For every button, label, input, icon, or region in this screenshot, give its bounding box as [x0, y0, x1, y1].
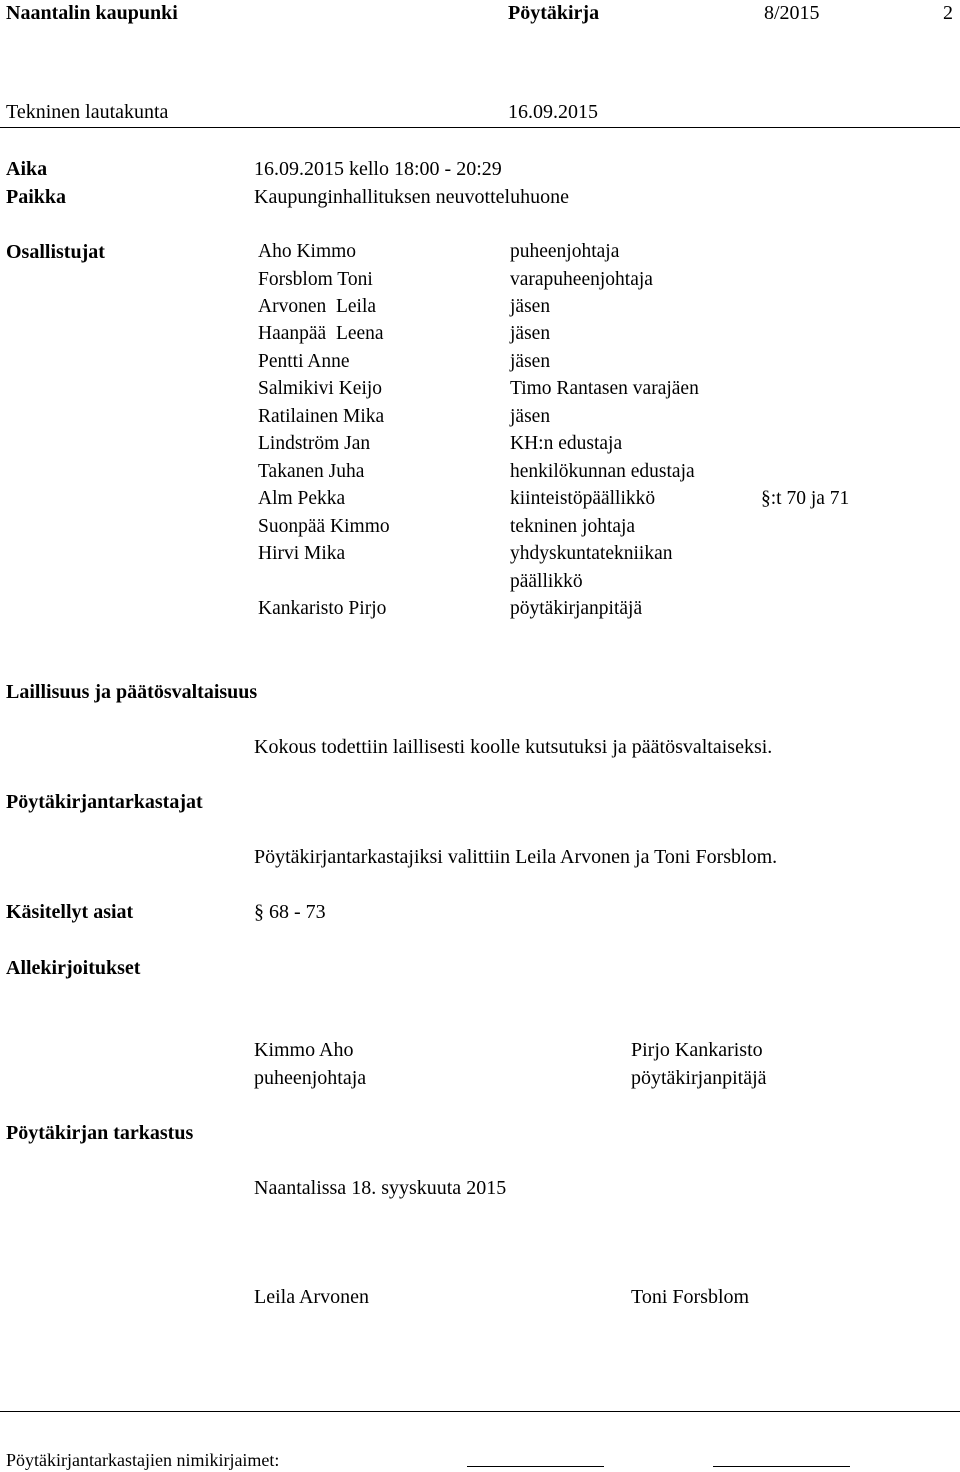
organization-name: Naantalin kaupunki: [6, 2, 178, 24]
participant-role: jäsen: [510, 351, 551, 372]
reviewer-right-name: Toni Forsblom: [631, 1286, 750, 1308]
header-divider: [0, 127, 960, 128]
participant-name: Hirvi Mika: [258, 543, 346, 564]
participant-name: Alm Pekka: [258, 488, 346, 509]
place-value: Kaupunginhallituksen neuvotteluhuone: [254, 186, 569, 208]
participant-role: yhdyskuntatekniikan: [510, 543, 673, 564]
participant-role: varapuheenjohtaja: [510, 269, 653, 290]
participant-role: pöytäkirjanpitäjä: [510, 598, 643, 619]
review-place-date: Naantalissa 18. syyskuuta 2015: [254, 1177, 507, 1199]
participant-name: Haanpää Leena: [258, 323, 384, 344]
legality-label: Laillisuus ja päätösvaltaisuus: [6, 681, 258, 703]
participant-role-continued: päällikkö: [510, 571, 583, 592]
participant-name: Kankaristo Pirjo: [258, 598, 387, 619]
participant-name: Takanen Juha: [258, 461, 365, 482]
items-label: Käsitellyt asiat: [6, 901, 134, 923]
place-label: Paikka: [6, 186, 67, 208]
time-value: 16.09.2015 kello 18:00 - 20:29: [254, 158, 502, 180]
participant-name: Lindström Jan: [258, 433, 371, 454]
time-label: Aika: [6, 158, 48, 180]
participants-label: Osallistujat: [6, 241, 105, 263]
meeting-number: 8/2015: [764, 2, 820, 24]
legality-text: Kokous todettiin laillisesti koolle kutsutuksi ja päätösvaltaiseksi.: [254, 736, 773, 758]
participant-role: jäsen: [510, 323, 551, 344]
secretary-title: pöytäkirjanpitäjä: [631, 1067, 767, 1089]
participant-role: kiinteistöpäällikkö: [510, 488, 656, 509]
participant-name: Pentti Anne: [258, 351, 350, 372]
participant-role: KH:n edustaja: [510, 433, 623, 454]
checkers-text: Pöytäkirjantarkastajiksi valittiin Leila Arvonen ja Toni Forsblom.: [254, 846, 778, 868]
participant-role: jäsen: [510, 296, 551, 317]
footer-divider: [0, 1411, 960, 1412]
participant-role: tekninen johtaja: [510, 516, 636, 537]
participant-name: Aho Kimmo: [258, 241, 357, 262]
initials-line-right: [713, 1466, 850, 1467]
initials-label: Pöytäkirjantarkastajien nimikirjaimet:: [6, 1450, 280, 1470]
participant-name: Arvonen Leila: [258, 296, 377, 317]
participant-name: Forsblom Toni: [258, 269, 373, 290]
items-value: § 68 - 73: [254, 901, 326, 923]
page-number: 2: [943, 2, 953, 24]
body-name: Tekninen lautakunta: [6, 101, 169, 123]
document-type: Pöytäkirja: [508, 2, 600, 24]
checkers-label: Pöytäkirjantarkastajat: [6, 791, 203, 813]
participant-role: puheenjohtaja: [510, 241, 620, 262]
participant-name: Salmikivi Keijo: [258, 378, 383, 399]
reviewer-left-name: Leila Arvonen: [254, 1286, 369, 1308]
participant-name: Ratilainen Mika: [258, 406, 385, 427]
participant-note: §:t 70 ja 71: [761, 488, 850, 509]
initials-line-left: [467, 1466, 604, 1467]
review-label: Pöytäkirjan tarkastus: [6, 1122, 194, 1144]
header-date: 16.09.2015: [508, 101, 598, 123]
participant-name: Suonpää Kimmo: [258, 516, 390, 537]
signatures-label: Allekirjoitukset: [6, 957, 141, 979]
participant-role: jäsen: [510, 406, 551, 427]
chair-name: Kimmo Aho: [254, 1039, 354, 1061]
chair-title: puheenjohtaja: [254, 1067, 367, 1089]
participant-role: Timo Rantasen varajäen: [510, 378, 699, 399]
secretary-name: Pirjo Kankaristo: [631, 1039, 763, 1061]
participant-role: henkilökunnan edustaja: [510, 461, 695, 482]
